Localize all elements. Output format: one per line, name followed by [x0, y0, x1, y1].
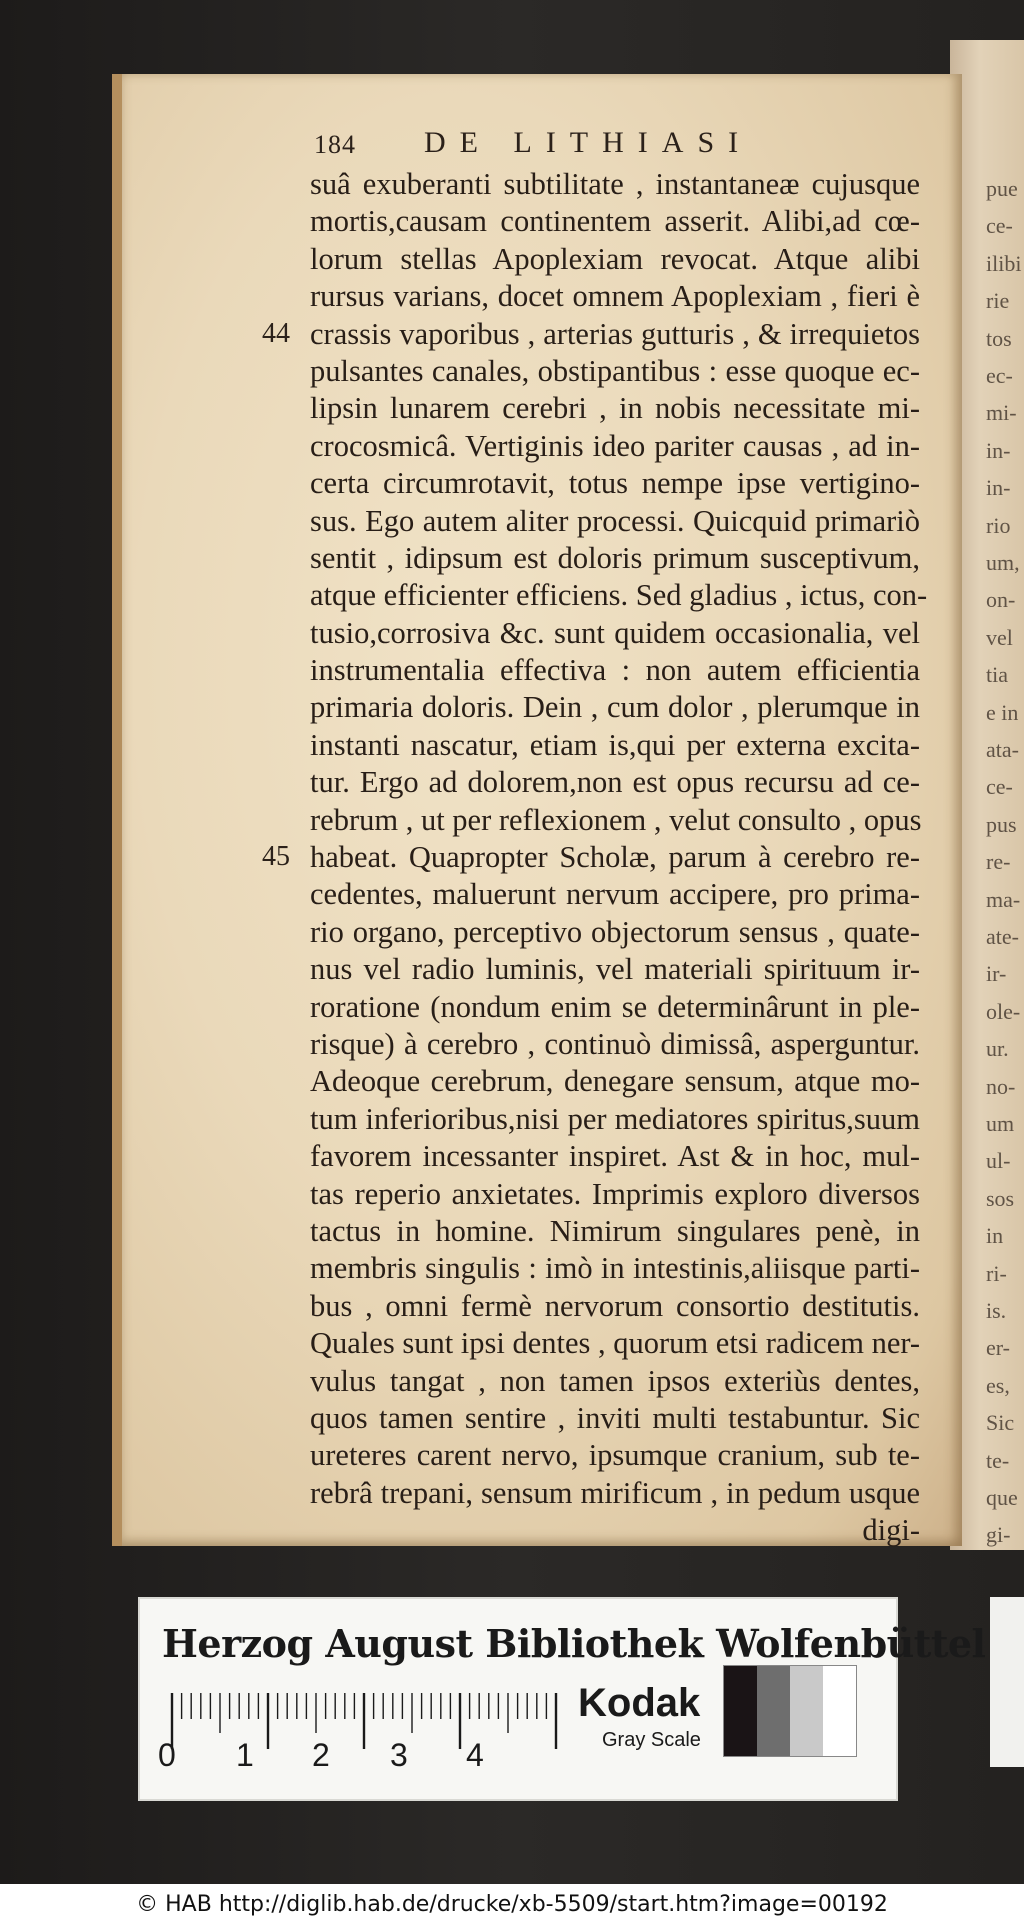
text-line: pulsantes canales, obstipantibus : esse quoque ec-	[310, 353, 920, 388]
facing-page-fragment: ilibi	[986, 250, 1022, 276]
facing-page-fragment: ul-	[986, 1148, 1011, 1174]
facing-page-fragment: ur.	[986, 1036, 1009, 1062]
text-line: ureteres carent nervo, ipsumque cranium, sub te-	[310, 1438, 920, 1473]
running-header	[314, 124, 794, 164]
text-line: lipsin lunarem cerebri , in nobis necessitate mi-	[310, 391, 920, 426]
text-line: tactus in homine. Nimirum singulares penè, in	[310, 1213, 920, 1248]
facing-page-fragment: ri-	[986, 1260, 1007, 1286]
facing-color-target-edge	[990, 1597, 1024, 1767]
text-line: certa circumrotavit, totus nempe ipse vertigino-	[310, 466, 920, 501]
gray-swatch	[724, 1666, 757, 1756]
text-line: instanti nascatur, etiam is,qui per externa excita-	[310, 727, 920, 762]
facing-page-fragment: que	[986, 1485, 1018, 1510]
facing-page-fragment: um	[986, 1111, 1015, 1136]
facing-page-fragment: rie	[986, 288, 1010, 314]
text-line: mortis,causam continentem asserit. Alibi,ad cœ-	[310, 204, 920, 239]
kodak-logo: Kodak	[578, 1681, 701, 1725]
text-line: tas reperio anxietates. Imprimis exploro diversos	[310, 1176, 920, 1211]
text-line: vulus tangat , non tamen ipsos exteriùs dentes,	[310, 1363, 920, 1398]
footer-credit: © HAB http://diglib.hab.de/drucke/xb-5509/start.htm?image=00192	[0, 1884, 1024, 1926]
margin-paragraph-number: 45	[262, 841, 290, 873]
text-line: cedentes, maluerunt nervum accipere, pro prima-	[310, 877, 920, 912]
text-line: quos tamen sentire , inviti multi testabuntur. Sic	[310, 1400, 920, 1435]
text-line: risque) à cerebro , continuò dimissâ, asperguntur.	[310, 1026, 920, 1061]
facing-page-fragment: on-	[986, 587, 1016, 613]
text-line: crassis vaporibus , arterias gutturis , & irrequietos	[310, 316, 920, 351]
facing-page-fragment: re-	[986, 849, 1011, 875]
facing-page-fragment: tos	[986, 325, 1012, 351]
facing-page-fragment: er-	[986, 1335, 1010, 1361]
ruler-scale	[166, 1691, 586, 1751]
text-line: tum inferioribus,nisi per mediatores spiritus,suum	[310, 1101, 920, 1136]
gray-swatches	[723, 1665, 857, 1757]
facing-page-fragment: ce-	[986, 213, 1013, 239]
page-number: 184	[314, 130, 356, 159]
text-line: sus. Ego autem aliter processi. Quicquid primariò	[310, 503, 920, 538]
scale-number: 3	[390, 1737, 408, 1773]
scale-number: 2	[312, 1737, 330, 1773]
text-line: atque efficienter efficiens. Sed gladius , ictus, con-	[310, 578, 928, 613]
facing-page-fragment: mi-	[986, 400, 1017, 426]
facing-page-fragment: in-	[986, 437, 1011, 463]
facing-page-fragment: gi-	[986, 1522, 1011, 1548]
facing-page-fragment: in	[986, 1223, 1004, 1249]
text-line: crocosmicâ. Vertiginis ideo pariter causas , ad in-	[310, 428, 920, 463]
facing-page-fragment: ata-	[986, 737, 1019, 762]
scale-number: 1	[236, 1737, 254, 1773]
facing-page-fragment: tia	[986, 662, 1008, 688]
facing-page-fragment: rio	[986, 512, 1011, 538]
text-line: lorum stellas Apoplexiam revocat. Atque alibi	[310, 241, 920, 276]
text-line: favorem incessanter inspiret. Ast & in hoc, mul-	[310, 1139, 920, 1174]
text-line: membris singulis : imò in intestinis,aliisque parti-	[310, 1251, 920, 1286]
text-line: bus , omni fermè nervorum consortio destitutis.	[310, 1288, 920, 1323]
text-line: sentit , idipsum est doloris primum susceptivum,	[310, 540, 920, 575]
facing-page-fragment: pus	[986, 811, 1017, 837]
facing-page-fragment: ce-	[986, 774, 1013, 800]
text-line: tur. Ergo ad dolorem,non est opus recursu ad ce-	[310, 765, 920, 800]
facing-page-fragment: es,	[986, 1372, 1010, 1398]
library-name: Herzog August Bibliothek Wolfenbüttel	[162, 1621, 986, 1666]
margin-paragraph-number: 44	[262, 317, 290, 349]
text-line: rursus varians, docet omnem Apoplexiam , fieri è	[310, 279, 920, 314]
facing-page-fragment: e in	[986, 699, 1019, 725]
gray-swatch	[823, 1666, 856, 1756]
facing-page-fragment: is.	[986, 1298, 1007, 1323]
text-line: nus vel radio luminis, vel materiali spirituum ir-	[310, 952, 920, 987]
facing-page-fragment: ec-	[986, 363, 1013, 388]
facing-page-fragment: vel	[986, 624, 1013, 650]
facing-page-fragment: in-	[986, 475, 1011, 501]
facing-page-fragment: Sic	[986, 1410, 1015, 1436]
facing-page-fragment: ma-	[986, 886, 1021, 912]
facing-page-fragment: no-	[986, 1073, 1016, 1099]
facing-page-fragment: ate-	[986, 924, 1019, 949]
scale-number: 0	[158, 1737, 176, 1773]
text-line: tusio,corrosiva &c. sunt quidem occasionalia, vel	[310, 615, 920, 650]
gray-scale-label: Gray Scale	[602, 1729, 701, 1751]
text-line: rebrâ trepani, sensum mirificum , in pedum usque	[310, 1475, 920, 1510]
running-title: DE LITHIASI	[424, 126, 753, 159]
facing-page-fragment: ole-	[986, 998, 1021, 1024]
text-line: rio organo, perceptivo objectorum sensus , quate-	[310, 914, 920, 949]
text-line: habeat. Quapropter Scholæ, parum à cerebro re-	[310, 840, 920, 875]
facing-page-fragment: sos	[986, 1185, 1015, 1211]
color-target-card	[138, 1597, 986, 1801]
text-line: Adeoque cerebrum, denegare sensum, atque mo-	[310, 1064, 920, 1099]
body-text	[310, 166, 928, 1549]
text-line: suâ exuberanti subtilitate , instantaneæ cujusque	[310, 167, 920, 201]
text-line: roratione (nondum enim se determinârunt in ple-	[310, 989, 920, 1024]
facing-page-fragment: pue	[986, 176, 1018, 201]
text-line: rebrum , ut per reflexionem , velut consulto , opus	[310, 802, 922, 837]
text-line: instrumentalia effectiva : non autem efficientia	[310, 653, 920, 688]
gray-swatch	[790, 1666, 823, 1756]
text-line: primaria doloris. Dein , cum dolor , plerumque in	[310, 690, 920, 725]
facing-page-fragment: um,	[986, 550, 1020, 575]
text-line: digi-	[862, 1513, 920, 1548]
text-line: Quales sunt ipsi dentes , quorum etsi radicem ner-	[310, 1326, 921, 1361]
scale-number: 4	[466, 1737, 484, 1773]
gray-swatch	[757, 1666, 790, 1756]
facing-page-fragment: ir-	[986, 961, 1007, 987]
facing-page-fragment: te-	[986, 1447, 1010, 1473]
